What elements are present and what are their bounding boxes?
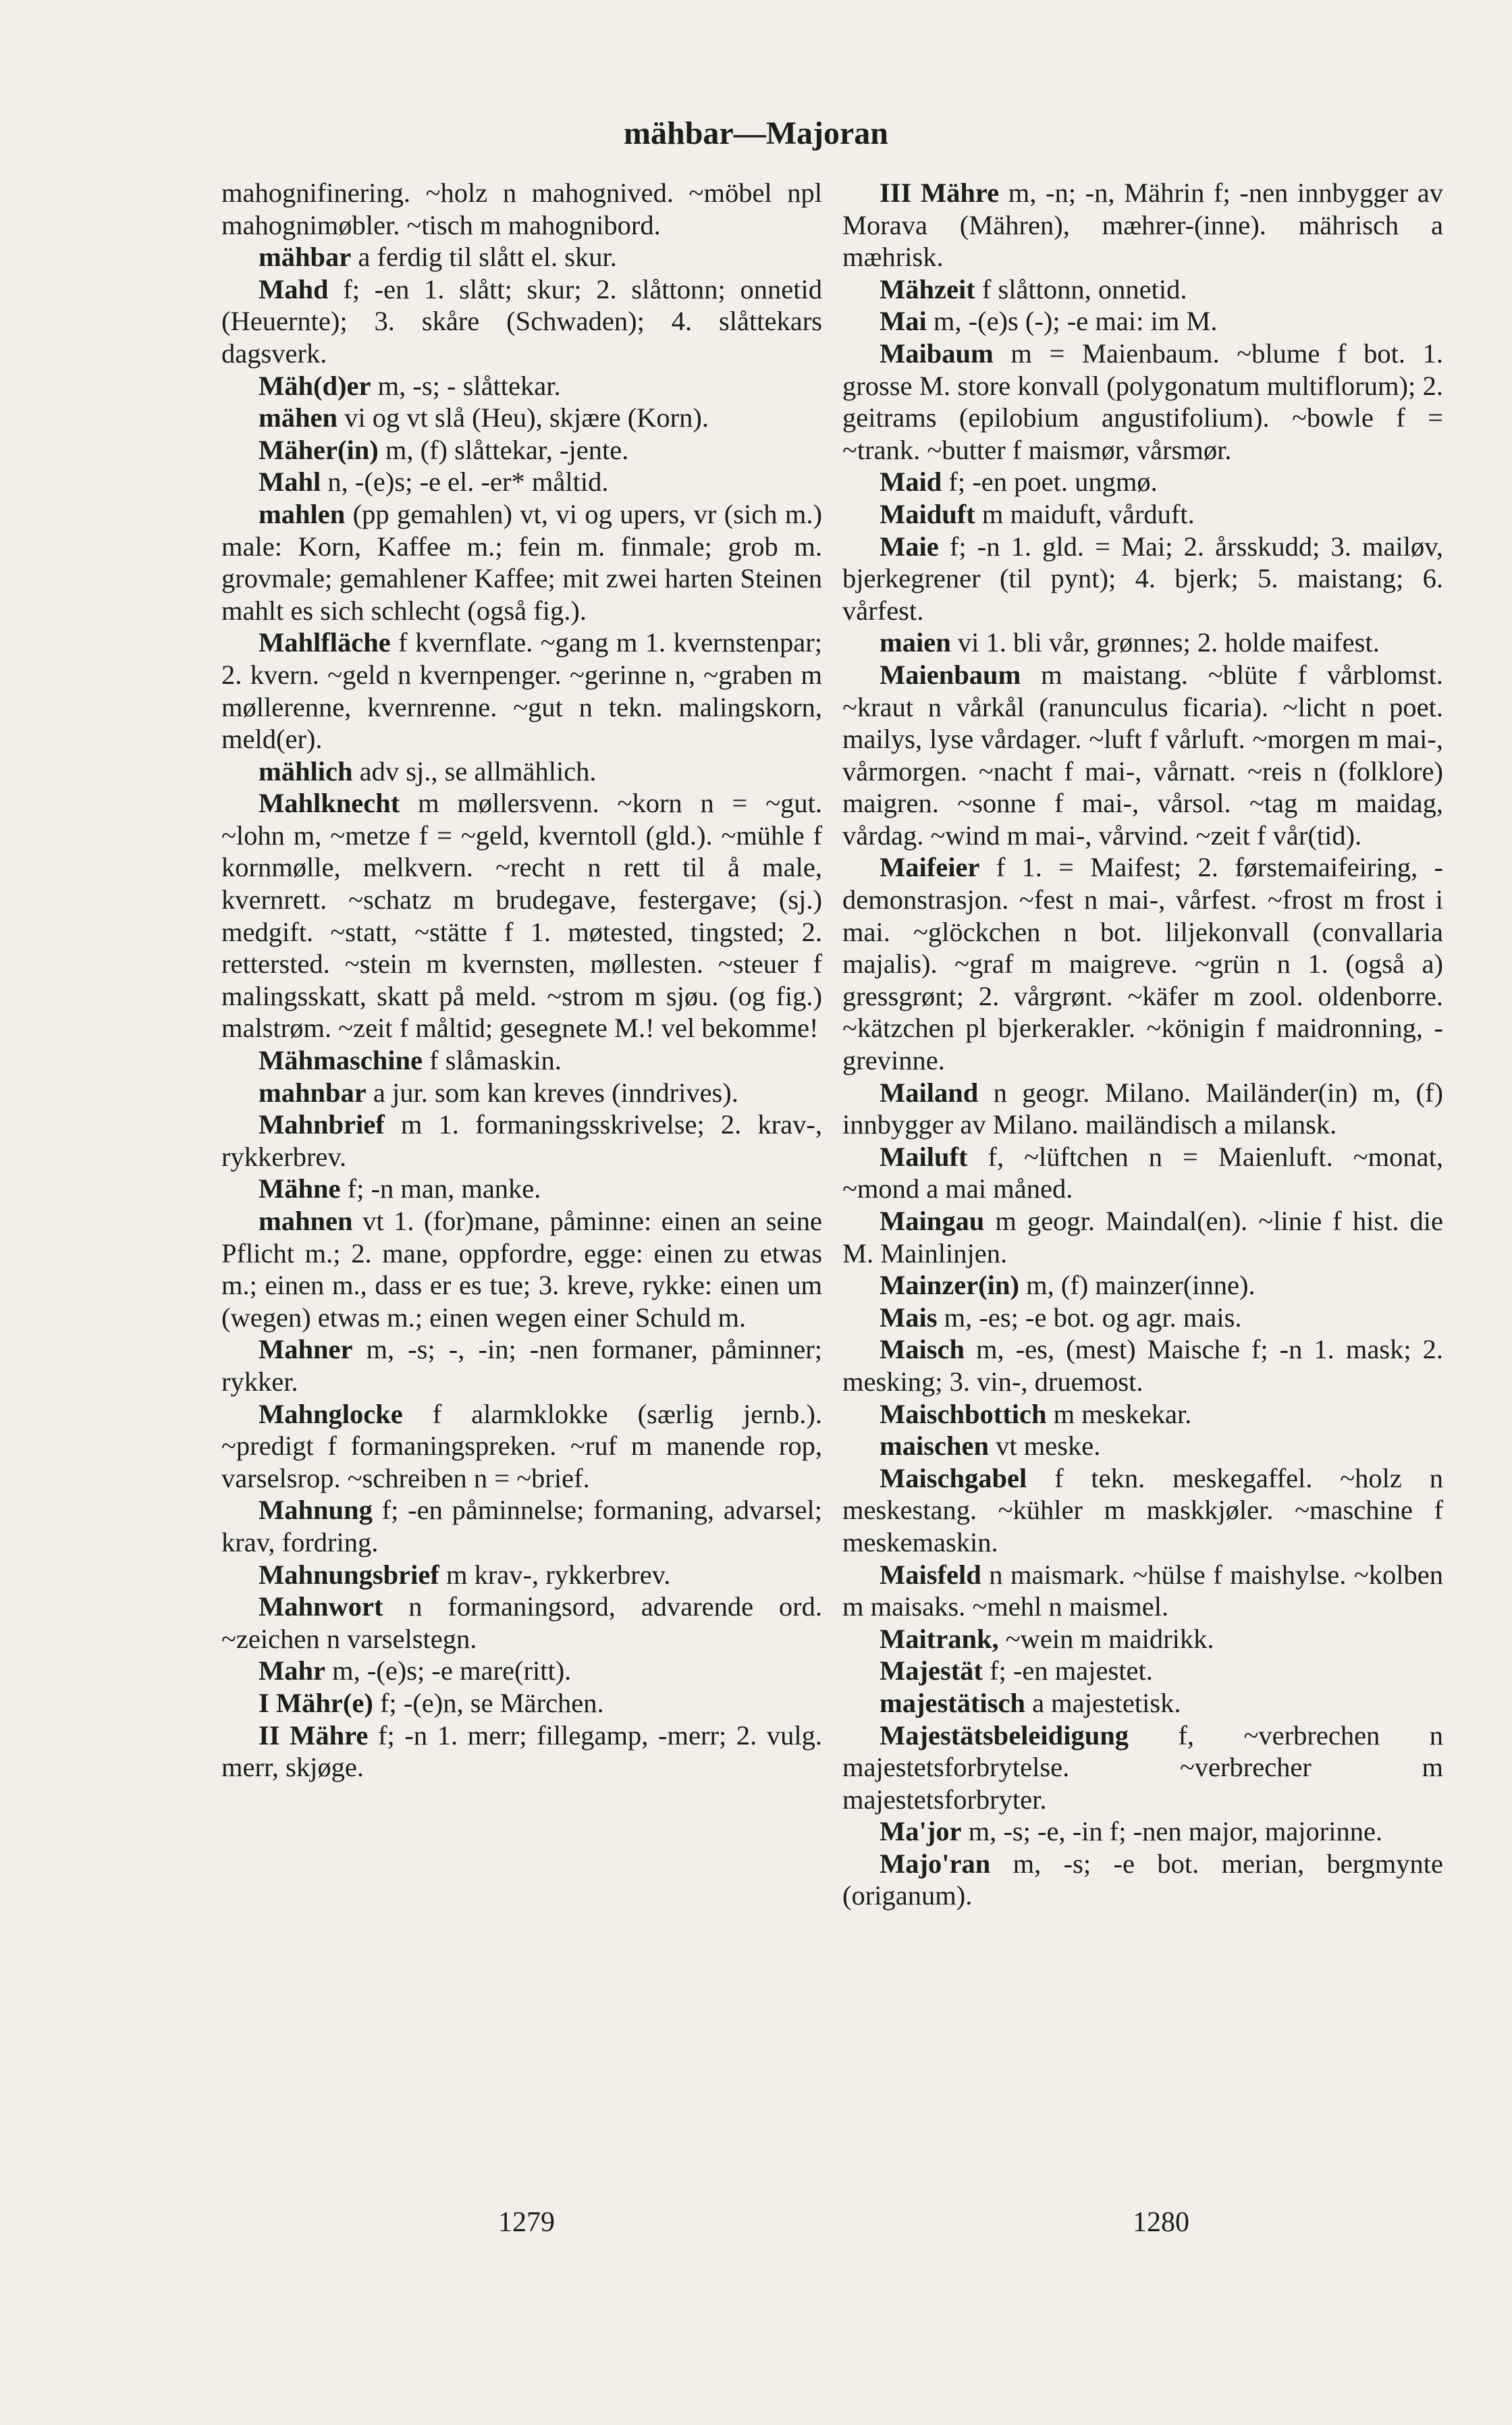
entry: Maifeier f 1. = Maifest; 2. førstemaifeiring, -demonstrasjon. ~fest n mai-, vårfest. ~frost m frost i mai. ~glöckchen n bot. liljekonvall (convallaria majalis). ~graf m maigreve. ~grün n 1. (også a) gressgrønt; 2. vårgrønt. ~käfer m zool. oldenborre. ~kätzchen pl bjerkerakler. ~königin f maidronning, -grevinne. [842,852,1443,1076]
entry: Maiduft m maiduft, vårduft. [880,498,1195,529]
entry: Maienbaum m maistang. ~blüte f vårblomst. ~kraut n vårkål (ranunculus ficaria). ~licht n poet. mailys, lyse vårdager. ~luft f vårluft. ~morgen m mai-, vårmorgen. ~nacht f mai-, vårnatt. ~reis n (folklore) maigren. ~sonne f mai-, vårsol. ~tag m maidag, vårdag. ~wind m mai-, vårvind. ~zeit f vår(tid). [842,659,1443,851]
entry: Mahnbrief m 1. formaningsskrivelse; 2. krav-, rykkerbrev. [221,1109,822,1172]
entry: Mahnwort n formaningsord, advarende ord. ~zeichen n varselstegn. [221,1591,822,1654]
entry: II Mähre f; -n 1. merr; fillegamp, -merr; 2. vulg. merr, skjøge. [221,1720,822,1783]
page-number-right: 1280 [1133,2207,1189,2238]
entry: Mähne f; -n man, manke. [259,1173,541,1204]
entry: Mailand n geogr. Milano. Mailänder(in) m, (f) innbygger av Milano. mailändisch a milansk. [842,1077,1443,1140]
entry: mählich adv sj., se allmählich. [259,755,597,787]
entry: Mahnglocke f alarmklokke (særlig jernb.). ~predigt f formaningspreken. ~ruf m manende rop, varselsrop. ~schreiben n = ~brief. [221,1398,822,1493]
entry: Mahr m, -(e)s; -e mare(ritt). [259,1655,572,1686]
entry: Mahlknecht m møllersvenn. ~korn n = ~gut. ~lohn m, ~metze f = ~geld, kverntoll (gld.). ~mühle f kornmølle, melkvern. ~recht n rett til å male, kvernrett. ~schatz m brudegave, festergave; (sj.) medgift. ~statt, ~stätte f 1. møtested, tingsted; 2. rettersted. ~stein m kvernsten, møllesten. ~steuer f malingsskatt, skatt på meld. ~strom m sjøu. (og fig.) malstrøm. ~zeit f måltid; gesegnete M.! vel bekomme! [221,788,822,1044]
entry: Mäher(in) m, (f) slåttekar, -jente. [259,434,629,465]
left-column [221,177,822,1784]
entry: Maid f; -en poet. ungmø. [880,467,1158,498]
entry: Mähzeit f slåttonn, onnetid. [880,273,1187,304]
page-number-left: 1279 [498,2207,555,2238]
entry: Mahd f; -en 1. slått; skur; 2. slåttonn; onnetid (Heuernte); 3. skåre (Schwaden); 4. slåttekars dagsverk. [221,273,822,369]
entry: Maingau m geogr. Maindal(en). ~linie f hist. die M. Mainlinjen. [842,1206,1443,1269]
entry: majestätisch a majestetisk. [880,1687,1181,1718]
entry: Mahnung f; -en påminnelse; formaning, advarsel; krav, fordring. [221,1495,822,1557]
entry: Majestätsbeleidigung f, ~verbrechen n majestetsforbrytelse. ~verbrecher m majestetsforbryter. [842,1720,1443,1815]
entry: Mahlfläche f kvernflate. ~gang m 1. kvernstenpar; 2. kvern. ~geld n kvernpenger. ~gerinne n, ~graben m møllerenne, kvernrenne. ~gut n tekn. malingskorn, meld(er). [221,627,822,755]
entry: Maie f; -n 1. gld. = Mai; 2. årsskudd; 3. mailøv, bjerkegrener (til pynt); 4. bjerk; 5. maistang; 6. vårfest. [842,531,1443,626]
entry: Mahl n, -(e)s; -e el. -er* måltid. [259,467,609,498]
entry: Maitrank, ~wein m maidrikk. [880,1623,1214,1654]
entry: Maischbottich m meskekar. [880,1398,1192,1429]
entry: Majo'ran m, -s; -e bot. merian, bergmynte (origanum). [842,1848,1443,1911]
running-header: mähbar—Majoran [624,115,888,151]
entry: mähen vi og vt slå (Heu), skjære (Korn). [259,402,709,433]
entry: III Mähre m, -n; -n, Mährin f; -nen innbygger av Morava (Mähren), mæhrer-(inne). mährisch a mæhrisk. [842,178,1443,273]
entry: Mainzer(in) m, (f) mainzer(inne). [880,1270,1256,1301]
entry: mahlen (pp gemahlen) vt, vi og upers, vr (sich m.) male: Korn, Kaffee m.; fein m. finmale; grob m. grovmale; gemahlener Kaffee; mit zwei harten Steinen mahlt es sich schlecht (også fig.). [221,498,822,626]
entry: Ma'jor m, -s; -e, -in f; -nen major, majorinne. [880,1816,1383,1847]
entry: Maischgabel f tekn. meskegaffel. ~holz n meskestang. ~kühler m maskkjøler. ~maschine f meskemaskin. [842,1462,1443,1557]
entry: Mahnungsbrief m krav-, rykkerbrev. [259,1559,671,1590]
entry: Mailuft f, ~lüftchen n = Maienluft. ~monat, ~mond a mai måned. [842,1141,1443,1204]
entry: maischen vt meske. [880,1431,1101,1462]
entry: Majestät f; -en majestet. [880,1655,1153,1686]
entry: mahognifinering. ~holz n mahognived. ~möbel npl mahognimøbler. ~tisch m mahognibord. [221,178,822,240]
entry: Mäh(d)er m, -s; - slåttekar. [259,370,561,401]
entry: maien vi 1. bli vår, grønnes; 2. holde maifest. [880,627,1380,658]
entry: Mais m, -es; -e bot. og agr. mais. [880,1302,1242,1333]
entry: Maisch m, -es, (mest) Maische f; -n 1. mask; 2. mesking; 3. vin-, druemost. [842,1334,1443,1397]
entry: Mai m, -(e)s (-); -e mai: im M. [880,306,1218,337]
entry: Maibaum m = Maienbaum. ~blume f bot. 1. grosse M. store konvall (polygonatum multiflorum); 2. geitrams (epilobium angustifolium). ~bowle f = ~trank. ~butter f maismør, vårsmør. [842,338,1443,465]
entry: Mähmaschine f slåmaskin. [259,1045,562,1076]
entry: mahnbar a jur. som kan kreves (inndrives). [259,1077,738,1108]
entry: Mahner m, -s; -, -in; -nen formaner, påminner; rykker. [221,1334,822,1397]
entry: Maisfeld n maismark. ~hülse f maishylse. ~kolben m maisaks. ~mehl n maismel. [842,1559,1443,1622]
right-column [842,177,1443,1912]
entry: mahnen vt 1. (for)mane, påminne: einen an seine Pflicht m.; 2. mane, oppfordre, egge: einen zu etwas m.; einen m., dass er es tue; 3. kreve, rykke: einen um (wegen) etwas m.; einen wegen einer Schuld m. [221,1206,822,1333]
entry: I Mähr(e) f; -(e)n, se Märchen. [259,1687,604,1718]
entry: mähbar a ferdig til slått el. skur. [259,242,617,273]
